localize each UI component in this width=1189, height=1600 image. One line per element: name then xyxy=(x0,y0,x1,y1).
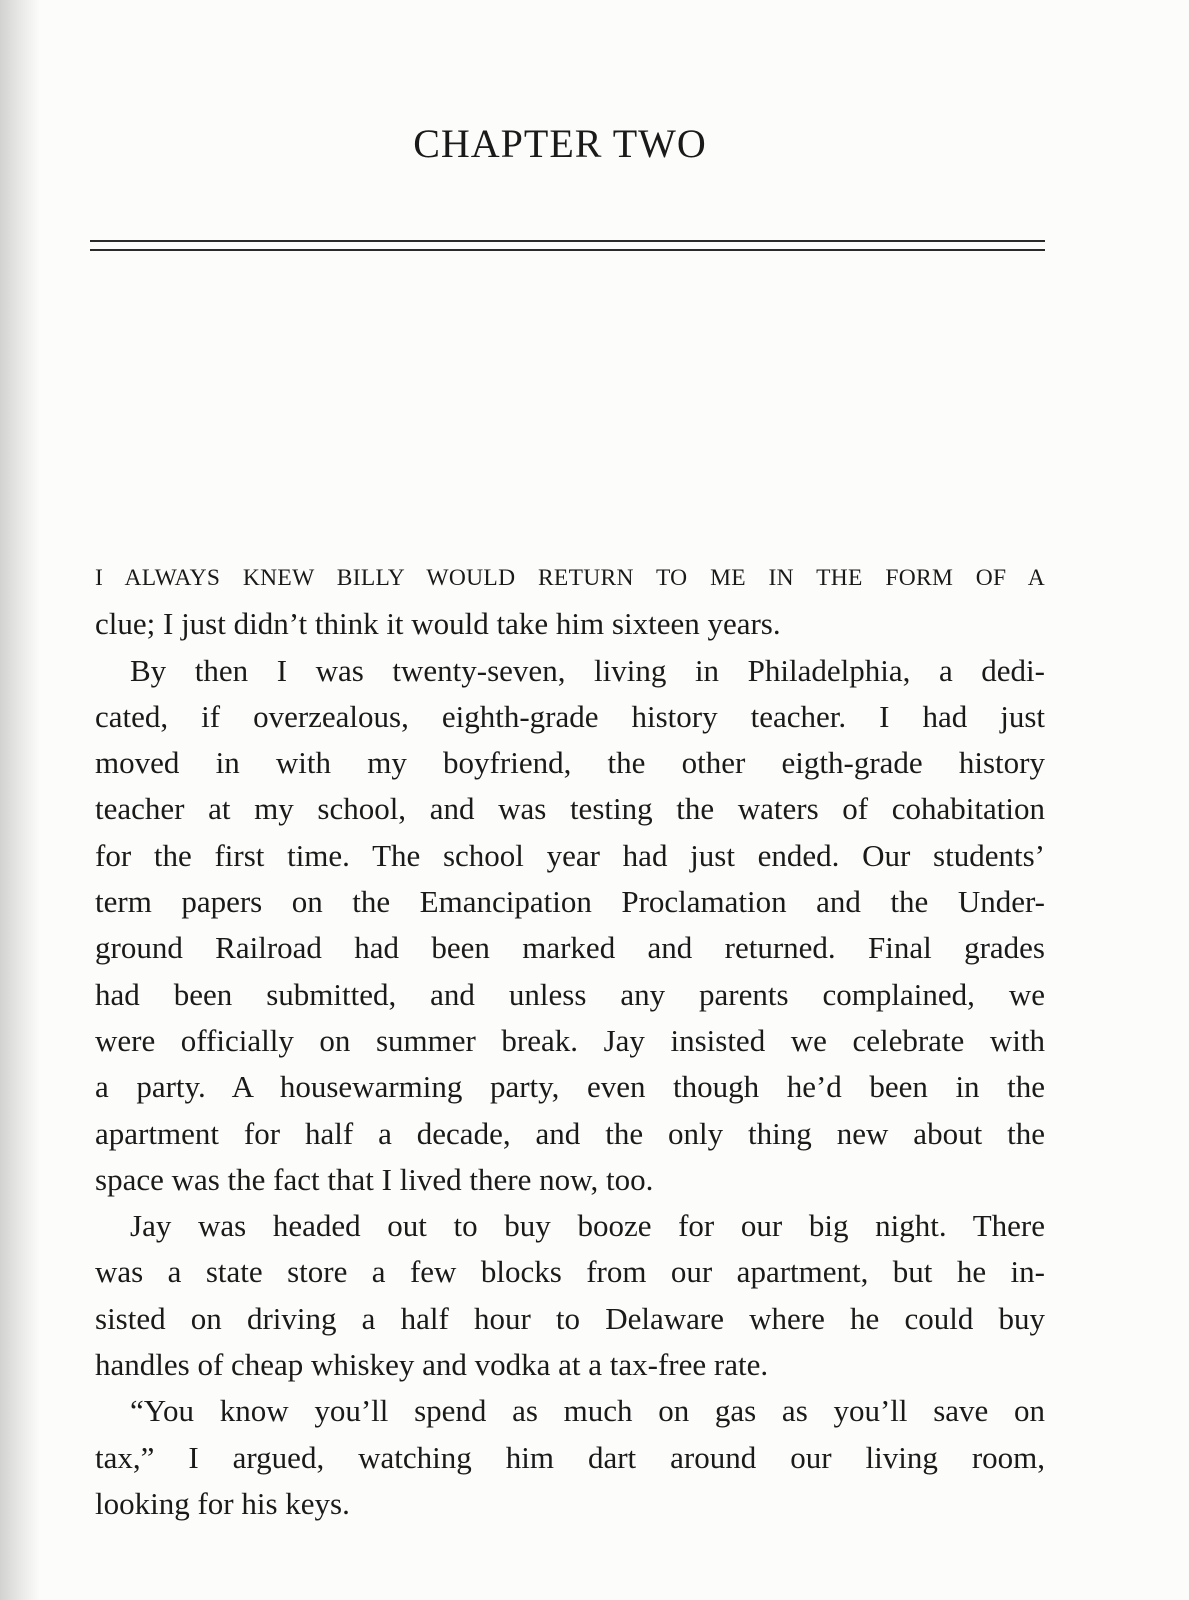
text-line: “You know you’ll spend as much on gas as you’ll save on xyxy=(130,1393,1045,1429)
scan-edge-shadow xyxy=(0,0,40,1600)
text-line: were officially on summer break. Jay insisted we celebrate with xyxy=(95,1022,1045,1058)
text-line: moved in with my boyfriend, the other eigth-grade history xyxy=(95,745,1045,781)
text-line: teacher at my school, and was testing the waters of cohabitation xyxy=(95,791,1045,827)
text-line: handles of cheap whiskey and vodka at a tax-free rate. xyxy=(95,1347,769,1383)
text-line: clue; I just didn’t think it would take him sixteen years. xyxy=(95,606,781,642)
text-line: By then I was twenty-seven, living in Philadelphia, a dedi- xyxy=(130,652,1045,688)
text-line: had been submitted, and unless any parents complained, we xyxy=(95,976,1045,1012)
chapter-title: CHAPTER TWO xyxy=(413,121,707,166)
text-line: term papers on the Emancipation Proclamation and the Under- xyxy=(95,884,1045,920)
text-line: cated, if overzealous, eighth-grade history teacher. I had just xyxy=(95,698,1045,734)
text-line: a party. A housewarming party, even though he’d been in the xyxy=(95,1069,1045,1105)
text-line: Jay was headed out to buy booze for our big night. There xyxy=(130,1208,1045,1244)
text-line: tax,” I argued, watching him dart around our living room, xyxy=(95,1439,1045,1475)
text-line: I ALWAYS KNEW BILLY WOULD RETURN TO ME IN THE FORM OF A xyxy=(95,565,1045,591)
text-line: space was the fact that I lived there now, too. xyxy=(95,1161,654,1197)
chapter-rule-bottom xyxy=(90,249,1045,251)
text-line: looking for his keys. xyxy=(95,1485,350,1521)
chapter-rule-top xyxy=(90,240,1045,242)
text-line: for the first time. The school year had just ended. Our students’ xyxy=(95,837,1045,873)
text-line: apartment for half a decade, and the only thing new about the xyxy=(95,1115,1045,1151)
body-text xyxy=(95,555,1045,1527)
text-line: ground Railroad had been marked and returned. Final grades xyxy=(95,930,1045,966)
text-line: was a state store a few blocks from our apartment, but he in- xyxy=(95,1254,1045,1290)
text-line: sisted on driving a half hour to Delaware where he could buy xyxy=(95,1300,1045,1336)
